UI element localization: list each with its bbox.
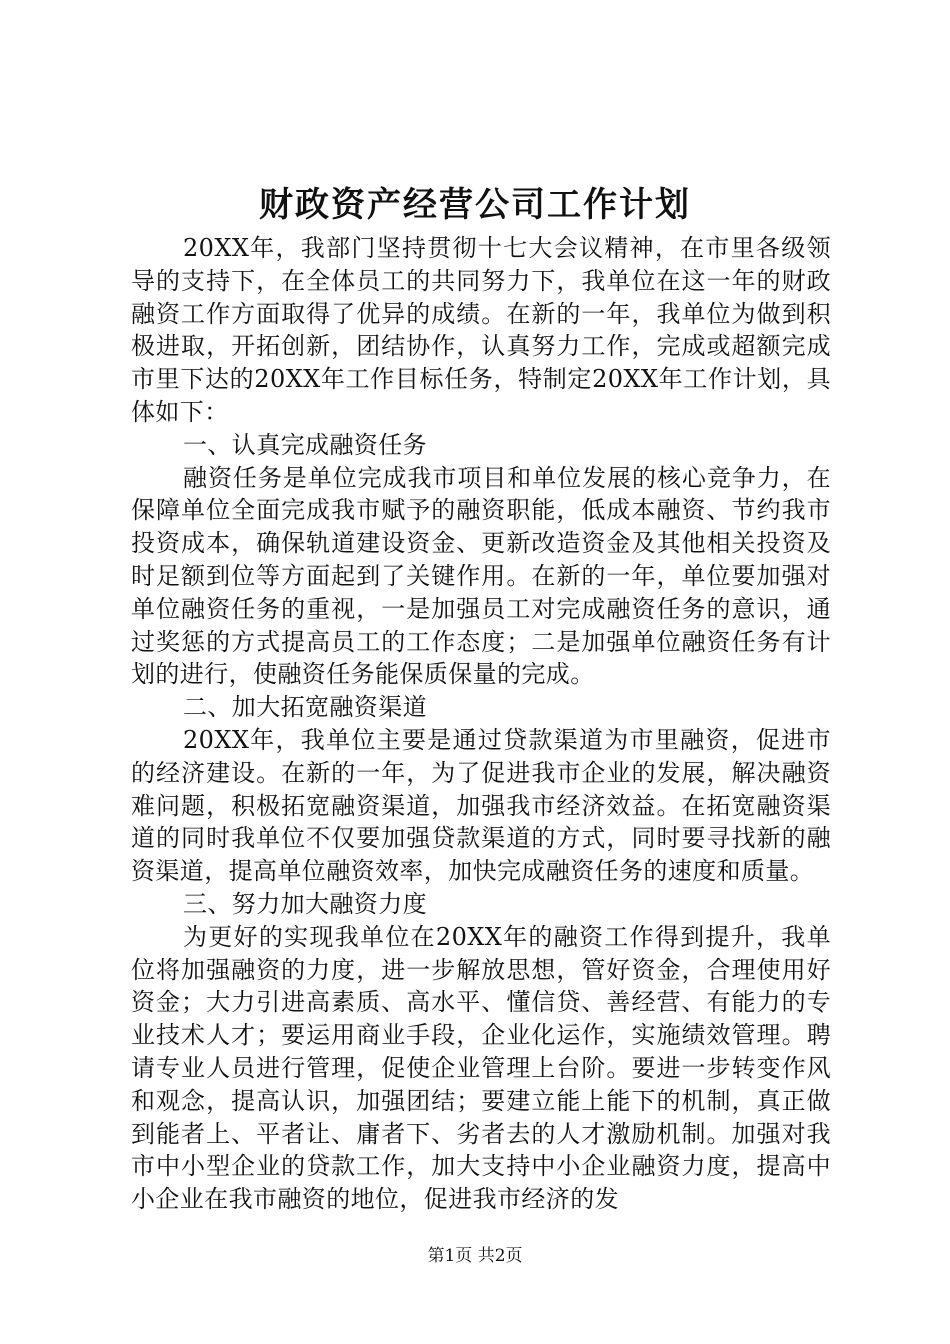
section-paragraph-3: 为更好的实现我单位在20XX年的融资工作得到提升，我单位将加强融资的力度，进一步解放思想，管好资金，合理使用好资金；大力引进高素质、高水平、懂信贷、善经营、有能力的专业技术人才；要运用商业手段，企业化运作，实施绩效管理。聘请专业人员进行管理，促使企业管理上台阶。要进一步转变作风和观念，提高认识，加强团结；要建立能上能下的机制，真正做到能者上、平者让、庸者下、劣者去的人才激励机制。加强对我市中小型企业的贷款工作，加大支持中小企业融资力度，提高中小企业在我市融资的地位，促进我市经济的发 [131,922,831,1214]
intro-paragraph: 20XX年，我部门坚持贯彻十七大会议精神，在市里各级领导的支持下，在全体员工的共同努力下，我单位在这一年的财政融资工作方面取得了优异的成绩。在新的一年，我单位为做到积极进取，开拓创新，团结协作，认真努力工作，完成或超额完成市里下达的20XX年工作目标任务，特制定20XX年工作计划，具体如下： [131,234,831,426]
section-paragraph-2: 20XX年，我单位主要是通过贷款渠道为市里融资，促进市的经济建设。在新的一年，为了促进我市企业的发展，解决融资难问题，积极拓宽融资渠道，加强我市经济效益。在拓宽融资渠道的同时我单位不仅要加强贷款渠道的方式，同时要寻找新的融资渠道，提高单位融资效率，加快完成融资任务的速度和质量。 [131,725,831,886]
section-heading-3: 三、努力加大融资力度 [183,889,427,918]
page-number-footer: 第1页 共2页 [427,1246,523,1266]
section-heading-1: 一、认真完成融资任务 [183,430,427,459]
section-heading-2: 二、加大拓宽融资渠道 [183,693,427,722]
document-title: 财政资产经营公司工作计划 [259,185,691,225]
document-body [131,232,831,1216]
section-paragraph-1: 融资任务是单位完成我市项目和单位发展的核心竞争力，在保障单位全面完成我市赋予的融资职能，低成本融资、节约我市投资成本，确保轨道建设资金、更新改造资金及其他相关投资及时足额到位等方面起到了关键作用。在新的一年，单位要加强对单位融资任务的重视，一是加强员工对完成融资任务的意识，通过奖惩的方式提高员工的工作态度；二是加强单位融资任务有计划的进行，使融资任务能保质保量的完成。 [131,463,831,689]
